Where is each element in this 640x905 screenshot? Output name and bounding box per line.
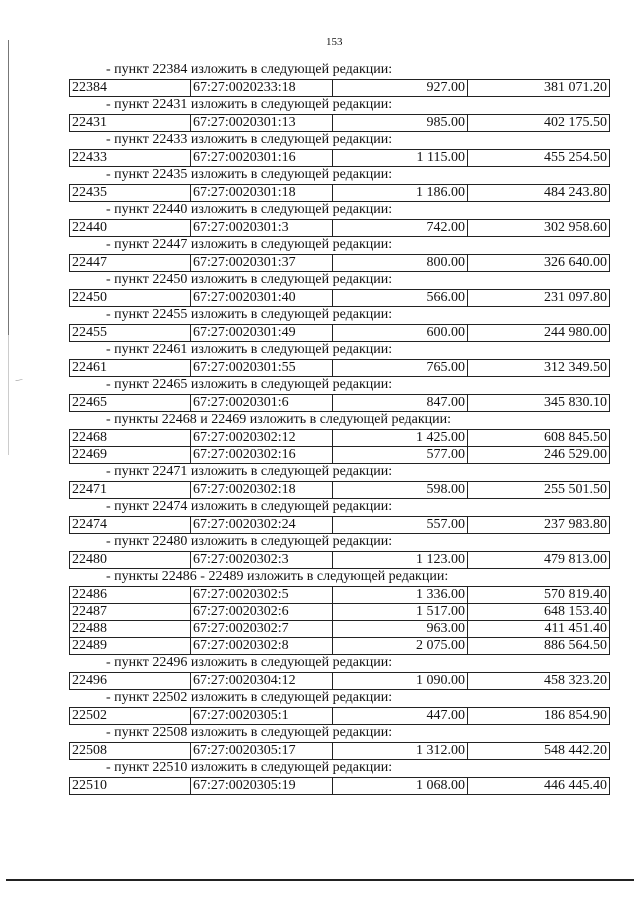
cadastral-number-cell: 67:27:0020302:12 bbox=[191, 430, 333, 446]
item-number-cell: 22471 bbox=[70, 482, 191, 498]
cadastral-number-cell: 67:27:0020302:24 bbox=[191, 517, 333, 533]
area-cell: 765.00 bbox=[333, 360, 468, 376]
item-number-cell: 22435 bbox=[70, 185, 191, 201]
cadastral-number-cell: 67:27:0020305:19 bbox=[191, 778, 333, 794]
item-number-cell: 22474 bbox=[70, 517, 191, 533]
area-cell: 927.00 bbox=[333, 80, 468, 96]
area-cell: 566.00 bbox=[333, 290, 468, 306]
cadastral-number-cell: 67:27:0020301:13 bbox=[191, 115, 333, 131]
value-cell: 484 243.80 bbox=[544, 185, 607, 200]
cadastral-number-cell: 67:27:0020305:17 bbox=[191, 743, 333, 759]
value-cell: 548 442.20 bbox=[544, 743, 607, 758]
value-cell: 608 845.50 bbox=[544, 430, 607, 445]
table-row bbox=[69, 638, 610, 655]
value-cell: 244 980.00 bbox=[544, 325, 607, 340]
item-number-cell: 22433 bbox=[70, 150, 191, 166]
margin-rule-faint bbox=[8, 335, 9, 455]
value-cell: 570 819.40 bbox=[544, 587, 607, 602]
value-cell: 186 854.90 bbox=[544, 708, 607, 723]
section-table bbox=[69, 219, 610, 237]
cadastral-number-cell: 67:27:0020302:8 bbox=[191, 638, 333, 654]
section-heading: - пункт 22496 изложить в следующей редакции: bbox=[106, 655, 393, 670]
value-cell: 411 451.40 bbox=[544, 621, 607, 636]
cadastral-number-cell: 67:27:0020302:3 bbox=[191, 552, 333, 568]
value-cell: 479 813.00 bbox=[544, 552, 607, 567]
section-heading: - пункты 22468 и 22469 изложить в следующей редакции: bbox=[106, 412, 452, 427]
section-heading: - пункт 22433 изложить в следующей редакции: bbox=[106, 132, 393, 147]
item-number-cell: 22508 bbox=[70, 743, 191, 759]
area-cell: 1 425.00 bbox=[333, 430, 468, 446]
table-row bbox=[69, 777, 610, 795]
amendments-list bbox=[69, 62, 610, 795]
item-number-cell: 22465 bbox=[70, 395, 191, 411]
section-table bbox=[69, 359, 610, 377]
area-cell: 1 068.00 bbox=[333, 778, 468, 794]
value-cell: 302 958.60 bbox=[544, 220, 607, 235]
section-heading: - пункт 22508 изложить в следующей редакции: bbox=[106, 725, 393, 740]
section-heading: - пункт 22447 изложить в следующей редакции: bbox=[106, 237, 393, 252]
cadastral-number-cell: 67:27:0020302:5 bbox=[191, 587, 333, 603]
item-number-cell: 22502 bbox=[70, 708, 191, 724]
margin-rule bbox=[8, 40, 9, 335]
cadastral-number-cell: 67:27:0020301:16 bbox=[191, 150, 333, 166]
area-cell: 1 517.00 bbox=[333, 604, 468, 620]
table-row bbox=[69, 481, 610, 499]
area-cell: 847.00 bbox=[333, 395, 468, 411]
table-row bbox=[69, 672, 610, 690]
value-cell: 455 254.50 bbox=[544, 150, 607, 165]
item-number-cell: 22469 bbox=[70, 447, 191, 463]
table-row bbox=[69, 604, 610, 621]
section-heading: - пункт 22474 изложить в следующей редакции: bbox=[106, 499, 393, 514]
value-cell: 255 501.50 bbox=[544, 482, 607, 497]
item-number-cell: 22496 bbox=[70, 673, 191, 689]
item-number-cell: 22480 bbox=[70, 552, 191, 568]
table-row bbox=[69, 447, 610, 464]
area-cell: 1 336.00 bbox=[333, 587, 468, 603]
area-cell: 1 090.00 bbox=[333, 673, 468, 689]
section-table bbox=[69, 707, 610, 725]
item-number-cell: 22489 bbox=[70, 638, 191, 654]
table-row bbox=[69, 742, 610, 760]
cadastral-number-cell: 67:27:0020302:7 bbox=[191, 621, 333, 637]
section-table bbox=[69, 742, 610, 760]
section-heading: - пункт 22435 изложить в следующей редакции: bbox=[106, 167, 393, 182]
area-cell: 800.00 bbox=[333, 255, 468, 271]
value-cell: 237 983.80 bbox=[544, 517, 607, 532]
section-table bbox=[69, 481, 610, 499]
item-number-cell: 22450 bbox=[70, 290, 191, 306]
section-heading: - пункт 22384 изложить в следующей редакции: bbox=[106, 62, 393, 77]
table-row bbox=[69, 219, 610, 237]
cadastral-number-cell: 67:27:0020301:55 bbox=[191, 360, 333, 376]
value-cell: 458 323.20 bbox=[544, 673, 607, 688]
section-table bbox=[69, 516, 610, 534]
item-number-cell: 22486 bbox=[70, 587, 191, 603]
cadastral-number-cell: 67:27:0020302:16 bbox=[191, 447, 333, 463]
section-heading: - пункт 22450 изложить в следующей редакции: bbox=[106, 272, 393, 287]
area-cell: 1 186.00 bbox=[333, 185, 468, 201]
item-number-cell: 22431 bbox=[70, 115, 191, 131]
area-cell: 1 123.00 bbox=[333, 552, 468, 568]
table-row bbox=[69, 79, 610, 97]
section-table bbox=[69, 672, 610, 690]
table-row bbox=[69, 184, 610, 202]
page-number: 153 bbox=[326, 36, 343, 48]
section-table bbox=[69, 551, 610, 569]
area-cell: 985.00 bbox=[333, 115, 468, 131]
table-row bbox=[69, 114, 610, 132]
cadastral-number-cell: 67:27:0020301:49 bbox=[191, 325, 333, 341]
area-cell: 963.00 bbox=[333, 621, 468, 637]
section-table bbox=[69, 254, 610, 272]
item-number-cell: 22468 bbox=[70, 430, 191, 446]
table-row bbox=[69, 289, 610, 307]
item-number-cell: 22447 bbox=[70, 255, 191, 271]
section-heading: - пункт 22502 изложить в следующей редакции: bbox=[106, 690, 393, 705]
cadastral-number-cell: 67:27:0020304:12 bbox=[191, 673, 333, 689]
section-heading: - пункт 22455 изложить в следующей редакции: bbox=[106, 307, 393, 322]
area-cell: 577.00 bbox=[333, 447, 468, 463]
cadastral-number-cell: 67:27:0020301:37 bbox=[191, 255, 333, 271]
value-cell: 381 071.20 bbox=[544, 80, 607, 95]
cadastral-number-cell: 67:27:0020302:6 bbox=[191, 604, 333, 620]
item-number-cell: 22461 bbox=[70, 360, 191, 376]
value-cell: 345 830.10 bbox=[544, 395, 607, 410]
section-table bbox=[69, 184, 610, 202]
section-table bbox=[69, 114, 610, 132]
value-cell: 326 640.00 bbox=[544, 255, 607, 270]
section-heading: - пункт 22480 изложить в следующей редакции: bbox=[106, 534, 393, 549]
table-row bbox=[69, 551, 610, 569]
cadastral-number-cell: 67:27:0020301:3 bbox=[191, 220, 333, 236]
section-heading: - пункт 22431 изложить в следующей редакции: bbox=[106, 97, 393, 112]
table-row bbox=[69, 254, 610, 272]
area-cell: 1 115.00 bbox=[333, 150, 468, 166]
cadastral-number-cell: 67:27:0020305:1 bbox=[191, 708, 333, 724]
value-cell: 246 529.00 bbox=[544, 447, 607, 462]
area-cell: 2 075.00 bbox=[333, 638, 468, 654]
section-table bbox=[69, 394, 610, 412]
footer-rule bbox=[6, 879, 634, 881]
cadastral-number-cell: 67:27:0020302:18 bbox=[191, 482, 333, 498]
table-row bbox=[69, 324, 610, 342]
section-heading: - пункт 22471 изложить в следующей редакции: bbox=[106, 464, 393, 479]
table-row bbox=[69, 707, 610, 725]
item-number-cell: 22487 bbox=[70, 604, 191, 620]
area-cell: 598.00 bbox=[333, 482, 468, 498]
value-cell: 231 097.80 bbox=[544, 290, 607, 305]
area-cell: 742.00 bbox=[333, 220, 468, 236]
section-heading: - пункт 22461 изложить в следующей редакции: bbox=[106, 342, 393, 357]
area-cell: 557.00 bbox=[333, 517, 468, 533]
item-number-cell: 22455 bbox=[70, 325, 191, 341]
item-number-cell: 22440 bbox=[70, 220, 191, 236]
section-table bbox=[69, 324, 610, 342]
area-cell: 447.00 bbox=[333, 708, 468, 724]
value-cell: 446 445.40 bbox=[544, 778, 607, 793]
section-table bbox=[69, 777, 610, 795]
section-table bbox=[69, 429, 610, 464]
item-number-cell: 22510 bbox=[70, 778, 191, 794]
section-heading: - пункт 22510 изложить в следующей редакции: bbox=[106, 760, 393, 775]
section-table bbox=[69, 289, 610, 307]
value-cell: 402 175.50 bbox=[544, 115, 607, 130]
value-cell: 886 564.50 bbox=[544, 638, 607, 653]
table-row bbox=[69, 359, 610, 377]
section-heading: - пункты 22486 - 22489 изложить в следующей редакции: bbox=[106, 569, 449, 584]
value-cell: 312 349.50 bbox=[544, 360, 607, 375]
section-table bbox=[69, 79, 610, 97]
cadastral-number-cell: 67:27:0020301:6 bbox=[191, 395, 333, 411]
item-number-cell: 22488 bbox=[70, 621, 191, 637]
cadastral-number-cell: 67:27:0020233:18 bbox=[191, 80, 333, 96]
table-row bbox=[69, 149, 610, 167]
area-cell: 600.00 bbox=[333, 325, 468, 341]
value-cell: 648 153.40 bbox=[544, 604, 607, 619]
area-cell: 1 312.00 bbox=[333, 743, 468, 759]
section-heading: - пункт 22440 изложить в следующей редакции: bbox=[106, 202, 393, 217]
section-heading: - пункт 22465 изложить в следующей редакции: bbox=[106, 377, 393, 392]
table-row bbox=[69, 516, 610, 534]
table-row bbox=[69, 394, 610, 412]
table-row bbox=[69, 586, 610, 604]
table-row bbox=[69, 621, 610, 638]
cadastral-number-cell: 67:27:0020301:40 bbox=[191, 290, 333, 306]
cadastral-number-cell: 67:27:0020301:18 bbox=[191, 185, 333, 201]
table-row bbox=[69, 429, 610, 447]
stray-pen-mark: / bbox=[12, 376, 24, 385]
section-table bbox=[69, 149, 610, 167]
item-number-cell: 22384 bbox=[70, 80, 191, 96]
section-table bbox=[69, 586, 610, 655]
